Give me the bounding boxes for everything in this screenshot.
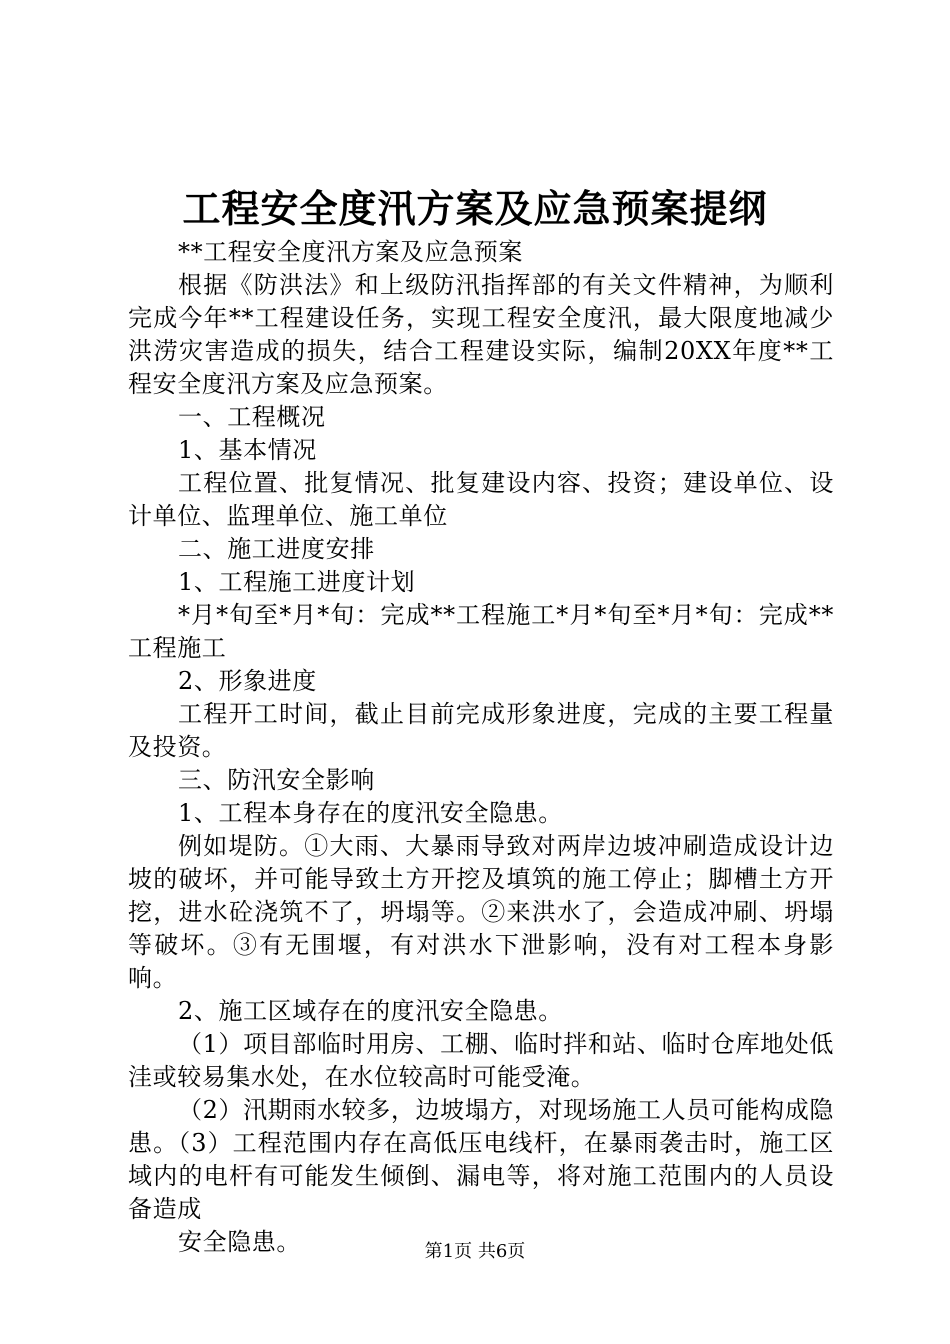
- heading-subsection-3-2: 2、施工区域存在的度汛安全隐患。: [178, 997, 563, 1025]
- page-title: 工程安全度汛方案及应急预案提纲: [182, 186, 768, 231]
- paragraph-hazard-1: （1）项目部临时用房、工棚、临时拌和站、临时仓库地处低洼或较易集水处，在水位较高时可能受淹。: [128, 1030, 834, 1091]
- heading-subsection-2-1: 1、工程施工进度计划: [178, 568, 416, 596]
- heading-subsection-1-1: 1、基本情况: [178, 436, 317, 464]
- paragraph-basic-info: 工程位置、批复情况、批复建设内容、投资；建设单位、设计单位、监理单位、施工单位: [128, 469, 834, 530]
- heading-subsection-2-2: 2、形象进度: [178, 667, 317, 695]
- page-footer: 第1页 共6页: [424, 1241, 526, 1262]
- paragraph-progress: 工程开工时间，截止目前完成形象进度，完成的主要工程量及投资。: [128, 700, 834, 761]
- document-body: [128, 236, 834, 1259]
- paragraph-intro: 根据《防洪法》和上级防汛指挥部的有关文件精神，为顺利完成今年**工程建设任务，实现工程安全度汛，最大限度地减少洪涝灾害造成的损失，结合工程建设实际，编制20XX年度**工程安全度汛方案及应急预案。: [128, 271, 834, 398]
- heading-section-3: 三、防汛安全影响: [178, 766, 375, 794]
- paragraph-subtitle: **工程安全度汛方案及应急预案: [178, 238, 523, 266]
- paragraph-schedule: *月*旬至*月*旬：完成**工程施工*月*旬至*月*旬：完成**工程施工: [128, 601, 834, 662]
- paragraph-project-hazards: 例如堤防。①大雨、大暴雨导致对两岸边坡冲刷造成设计边坡的破坏，并可能导致土方开挖及填筑的施工停止；脚槽土方开挖，进水砼浇筑不了，坍塌等。②来洪水了，会造成冲刷、坍塌等破坏。③有无围堰，有对洪水下泄影响，没有对工程本身影响。: [128, 832, 834, 992]
- heading-section-1: 一、工程概况: [178, 403, 326, 431]
- paragraph-hazard-end: 安全隐患。: [178, 1228, 301, 1256]
- paragraph-hazard-2-3: （2）汛期雨水较多，边坡塌方，对现场施工人员可能构成隐患。（3）工程范围内存在高低压电线杆，在暴雨袭击时，施工区域内的电杆有可能发生倾倒、漏电等，将对施工范围内的人员设备造成: [128, 1096, 834, 1223]
- heading-subsection-3-1: 1、工程本身存在的度汛安全隐患。: [178, 799, 563, 827]
- heading-section-2: 二、施工进度安排: [178, 535, 375, 563]
